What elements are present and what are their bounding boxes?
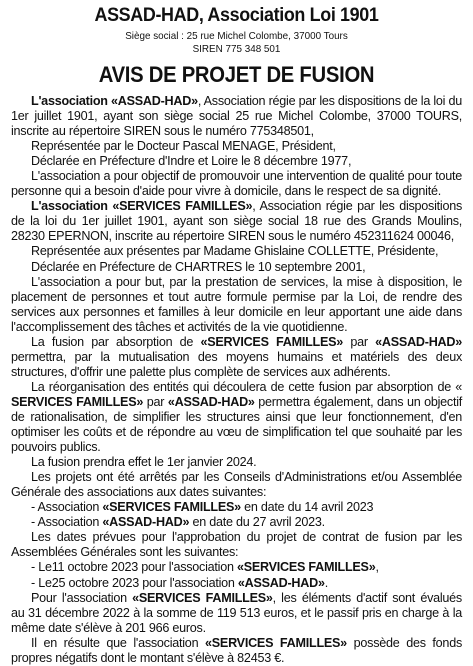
- text-segment: L'association a pour objectif de promouvoir une intervention de qualité pour toute personne qui a besoin d'aide pour vivre à domicile, dans le respect de sa dignité.: [11, 169, 462, 199]
- text-segment: par: [143, 394, 168, 409]
- text-segment: - Association: [31, 500, 103, 515]
- notice-paragraph: [11, 576, 462, 591]
- notice-paragraph: [11, 470, 462, 500]
- bold-text-segment: «ASSAD-HAD»: [375, 334, 462, 349]
- text-segment: par: [343, 334, 376, 349]
- notice-paragraph: [11, 500, 462, 515]
- notice-paragraph: [11, 275, 462, 335]
- notice-paragraph: [11, 94, 462, 139]
- text-segment: Il en résulte que l'association: [31, 635, 206, 650]
- text-segment: permettra également, dans un objectif de rationalisation, de simplifier les structures ainsi que leur fonctionnement, d'en optimiser les coûts et de répondre au vœu de simplification tel que souhaité par les pouvoirs publics.: [11, 394, 463, 455]
- notice-paragraph: [11, 455, 462, 470]
- bold-text-segment: «SERVICES FAMILLES»: [200, 334, 344, 349]
- head-office-address: Siège social : 25 rue Michel Colombe, 37000 Tours: [125, 30, 348, 42]
- text-segment: .: [324, 575, 328, 590]
- notice-paragraph: [11, 591, 462, 636]
- notice-paragraph: [11, 169, 462, 199]
- text-segment: La fusion prendra effet le 1er janvier 2024.: [31, 455, 257, 470]
- bold-text-segment: L'association «ASSAD-HAD»: [31, 94, 198, 108]
- notice-paragraph: [11, 335, 462, 380]
- text-segment: L'association a pour but, par la prestation de services, la mise à disposition, le placement de personnes et tout autre formule permise par la Loi, de rendre des services aux personnes et familles à leur domicile en leur apportant une aide dans l'accomplissement des tâches et activités de la vie quotidienne.: [11, 274, 462, 334]
- bold-text-segment: «ASSAD-HAD»: [102, 515, 190, 530]
- text-segment: , les éléments d'actif sont évalués au 31 décembre 2022 à la somme de 119 513 euros, et le passif pris en charge à la même date s'élève à 201 966 euros.: [11, 590, 462, 635]
- bold-text-segment: «SERVICES FAMILLES»: [132, 590, 273, 605]
- notice-paragraph: [11, 560, 462, 575]
- notice-paragraph: [11, 139, 462, 154]
- text-segment: , Association régie par les dispositions de la loi du 1er juillet 1901, ayant son siège social 25 rue Michel Colombe, 37000 TOURS, inscrite au répertoire SIREN sous le numéro 775348501,: [11, 94, 462, 139]
- text-segment: Déclarée en Préfecture de CHARTRES le 10 septembre 2001,: [31, 259, 366, 274]
- bold-text-segment: «ASSAD-HAD»: [237, 575, 325, 590]
- notice-title: AVIS DE PROJET DE FUSION: [98, 62, 375, 87]
- bold-text-segment: «SERVICES FAMILLES»: [102, 500, 241, 515]
- siren-number: SIREN 775 348 501: [192, 43, 281, 55]
- text-segment: permettra, par la mutualisation des moyens humains et matériels des deux structures, d'offrir une palette plus complète de services aux adhérents.: [11, 349, 462, 379]
- notice-paragraph: [11, 515, 462, 530]
- notice-paragraph: [11, 199, 462, 244]
- association-title: ASSAD-HAD, Association Loi 1901: [94, 4, 379, 26]
- text-segment: - Association: [31, 515, 103, 530]
- bold-text-segment: «ASSAD-HAD»: [167, 394, 255, 409]
- text-segment: possède des fonds propres négatifs dont le montant s'élève à 82453 €.: [11, 635, 462, 665]
- text-segment: ,: [375, 560, 379, 575]
- text-segment: - Le25 octobre 2023 pour l'association: [31, 575, 238, 590]
- notice-paragraph: [11, 380, 462, 455]
- text-segment: Représentée par le Docteur Pascal MENAGE, Président,: [31, 139, 336, 154]
- text-segment: en date du 14 avril 2023: [240, 500, 374, 515]
- text-segment: Pour l'association: [31, 590, 133, 605]
- bold-text-segment: «SERVICES FAMILLES»: [205, 635, 347, 650]
- bold-text-segment: SERVICES FAMILLES»: [11, 394, 144, 409]
- text-segment: Les dates prévues pour l'approbation du projet de contrat de fusion par les Assemblées Générales sont les suivantes:: [11, 530, 462, 560]
- text-segment: - Le11 octobre 2023 pour l'association: [31, 560, 237, 575]
- text-segment: La réorganisation des entités qui découlera de cette fusion par absorption de «: [31, 379, 462, 394]
- text-segment: , Association régie par les dispositions de la loi du 1er juillet 1901, ayant son siège social 18 rue des Grands Moulins, 28230 EPERNON, inscrite au répertoire SIREN sous le numéro 452311624 00046,: [11, 199, 463, 244]
- text-segment: en date du 27 avril 2023.: [189, 515, 325, 530]
- notice-body: [11, 94, 462, 666]
- notice-paragraph: [11, 154, 462, 169]
- text-segment: La fusion par absorption de: [31, 334, 201, 349]
- text-segment: Déclarée en Préfecture d'Indre et Loire le 8 décembre 1977,: [31, 154, 352, 169]
- bold-text-segment: L'association «SERVICES FAMILLES»: [31, 199, 253, 214]
- notice-paragraph: [11, 244, 462, 259]
- text-segment: Représentée aux présentes par Madame Ghislaine COLLETTE, Présidente,: [31, 244, 439, 259]
- notice-paragraph: [11, 636, 462, 666]
- notice-paragraph: [11, 530, 462, 560]
- notice-paragraph: [11, 260, 462, 275]
- bold-text-segment: «SERVICES FAMILLES»: [236, 560, 376, 575]
- text-segment: Les projets ont été arrêtés par les Conseils d'Administrations et/ou Assemblée Générale des associations aux dates suivantes:: [11, 470, 462, 500]
